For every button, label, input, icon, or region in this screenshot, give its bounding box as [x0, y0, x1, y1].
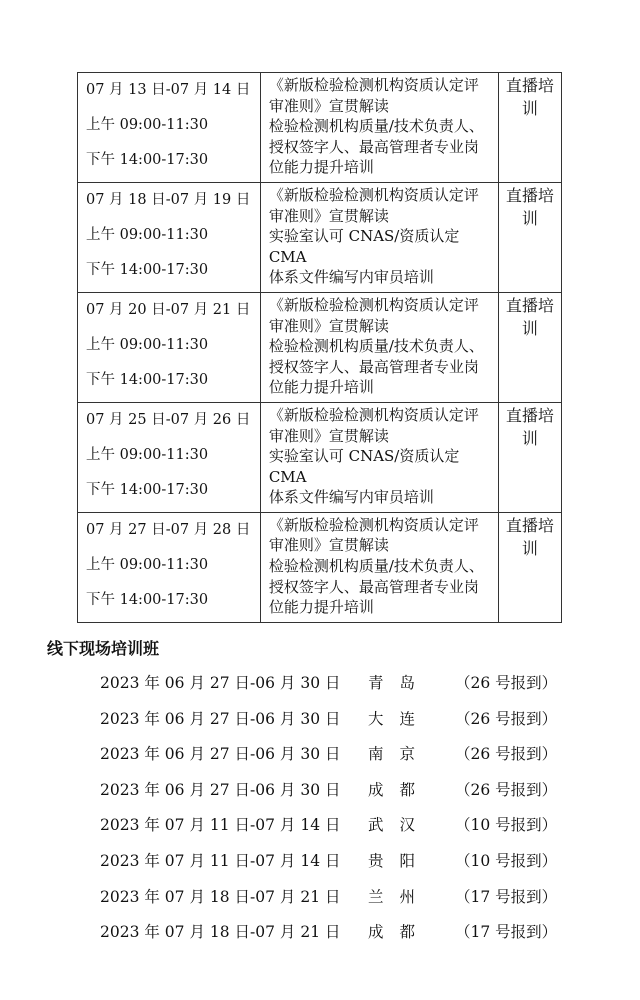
- morning-session: 上午 09:00-11:30: [86, 446, 209, 463]
- schedule-date-cell: [78, 402, 261, 512]
- schedule-date-cell: [78, 292, 261, 402]
- training-mode: 直播培训: [498, 182, 561, 292]
- course-line: 位能力提升培训: [268, 158, 374, 177]
- course-line: 审准则》宣贯解读: [268, 316, 389, 335]
- offline-report-day: （10 号报到）: [455, 816, 558, 835]
- morning-session: 上午 09:00-11:30: [86, 556, 209, 573]
- offline-row: [100, 808, 580, 844]
- schedule-row: [78, 402, 562, 512]
- morning-session: 上午 09:00-11:30: [86, 117, 209, 133]
- training-mode: 直播培训: [498, 73, 561, 183]
- date-range: 07 月 25 日-07 月 26 日: [86, 411, 251, 428]
- offline-row: [100, 666, 580, 702]
- course-line: 检验检测机构质量/技术负责人、: [268, 557, 484, 576]
- afternoon-session: 下午 14:00-17:30: [86, 371, 209, 388]
- offline-date: 2023 年 07 月 11 日-07 月 14 日: [100, 816, 341, 835]
- course-line: 《新版检验检测机构资质认定评: [268, 515, 479, 534]
- course-line: 审准则》宣贯解读: [268, 96, 389, 115]
- offline-report-day: （26 号报到）: [455, 780, 558, 799]
- course-cell: [260, 182, 498, 292]
- offline-row: [100, 737, 580, 773]
- afternoon-session: 下午 14:00-17:30: [86, 152, 209, 168]
- offline-row: [100, 773, 580, 809]
- afternoon-session: 下午 14:00-17:30: [86, 261, 209, 278]
- offline-report-day: （26 号报到）: [455, 674, 558, 692]
- course-line: 体系文件编写内审员培训: [268, 488, 434, 507]
- offline-city: 贵阳: [368, 851, 432, 870]
- offline-section-title: 线下现场培训班: [47, 639, 160, 658]
- live-schedule-table: [77, 72, 562, 623]
- schedule-date-cell: [78, 182, 261, 292]
- offline-row: [100, 844, 580, 880]
- date-range: 07 月 27 日-07 月 28 日: [86, 521, 251, 538]
- schedule-row: [78, 292, 562, 402]
- morning-session: 上午 09:00-11:30: [86, 226, 209, 243]
- afternoon-session: 下午 14:00-17:30: [86, 591, 209, 608]
- course-line: 审准则》宣贯解读: [268, 206, 389, 225]
- course-line: 《新版检验检测机构资质认定评: [268, 185, 479, 204]
- offline-city: 青岛: [368, 674, 432, 692]
- offline-row: [100, 915, 580, 951]
- offline-report-day: （17 号报到）: [455, 923, 558, 942]
- offline-date: 2023 年 06 月 27 日-06 月 30 日: [100, 709, 341, 728]
- course-cell: [260, 292, 498, 402]
- course-line: 授权签字人、最高管理者专业岗: [268, 357, 479, 376]
- offline-city: 兰州: [368, 887, 432, 906]
- course-line: 实验室认可 CNAS/资质认定 CMA: [268, 447, 460, 486]
- course-line: 检验检测机构质量/技术负责人、: [268, 117, 484, 136]
- date-range: 07 月 20 日-07 月 21 日: [86, 301, 251, 318]
- course-line: 审准则》宣贯解读: [268, 536, 389, 555]
- offline-schedule-list: [100, 666, 580, 951]
- offline-city: 南京: [368, 745, 432, 764]
- course-line: 审准则》宣贯解读: [268, 426, 389, 445]
- morning-session: 上午 09:00-11:30: [86, 336, 209, 353]
- course-line: 位能力提升培训: [268, 378, 374, 397]
- course-line: 《新版检验检测机构资质认定评: [268, 405, 479, 424]
- offline-report-day: （17 号报到）: [455, 887, 558, 906]
- offline-report-day: （26 号报到）: [455, 709, 558, 728]
- offline-report-day: （10 号报到）: [455, 851, 558, 870]
- offline-date: 2023 年 06 月 27 日-06 月 30 日: [100, 780, 341, 799]
- course-line: 《新版检验检测机构资质认定评: [268, 76, 479, 94]
- schedule-row: [78, 73, 562, 183]
- date-range: 07 月 18 日-07 月 19 日: [86, 191, 251, 208]
- offline-date: 2023 年 07 月 18 日-07 月 21 日: [100, 923, 341, 942]
- course-line: 授权签字人、最高管理者专业岗: [268, 137, 479, 156]
- training-mode: 直播培训: [498, 402, 561, 512]
- afternoon-session: 下午 14:00-17:30: [86, 481, 209, 498]
- offline-date: 2023 年 07 月 11 日-07 月 14 日: [100, 851, 341, 870]
- offline-date: 2023 年 06 月 27 日-06 月 30 日: [100, 745, 341, 764]
- course-line: 体系文件编写内审员培训: [268, 268, 434, 287]
- course-line: 位能力提升培训: [268, 598, 374, 617]
- course-cell: [260, 73, 498, 183]
- offline-row: [100, 702, 580, 738]
- offline-row: [100, 880, 580, 916]
- course-cell: [260, 512, 498, 622]
- offline-city: 大连: [368, 709, 432, 728]
- course-line: 《新版检验检测机构资质认定评: [268, 295, 479, 314]
- course-line: 授权签字人、最高管理者专业岗: [268, 577, 479, 596]
- schedule-row: [78, 182, 562, 292]
- course-line: 检验检测机构质量/技术负责人、: [268, 337, 484, 356]
- date-range: 07 月 13 日-07 月 14 日: [86, 82, 251, 98]
- course-line: 实验室认可 CNAS/资质认定 CMA: [268, 227, 460, 266]
- offline-city: 武汉: [368, 816, 432, 835]
- course-cell: [260, 402, 498, 512]
- offline-date: 2023 年 07 月 18 日-07 月 21 日: [100, 887, 341, 906]
- offline-report-day: （26 号报到）: [455, 745, 558, 764]
- offline-date: 2023 年 06 月 27 日-06 月 30 日: [100, 674, 341, 692]
- schedule-row: [78, 512, 562, 622]
- offline-city: 成都: [368, 923, 432, 942]
- schedule-date-cell: [78, 73, 261, 183]
- offline-city: 成都: [368, 780, 432, 799]
- training-mode: 直播培训: [498, 512, 561, 622]
- training-mode: 直播培训: [498, 292, 561, 402]
- schedule-date-cell: [78, 512, 261, 622]
